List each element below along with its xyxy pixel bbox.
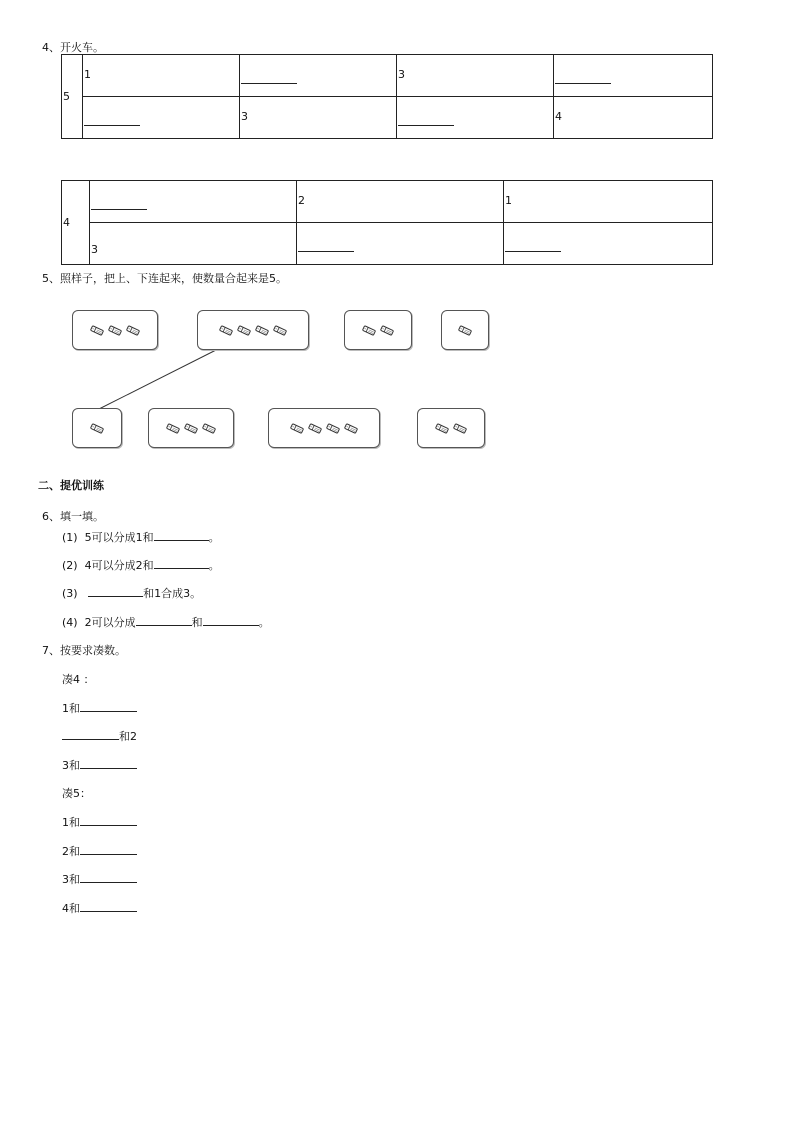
item-text: 。: [258, 616, 270, 629]
item-text: 3和: [62, 759, 80, 772]
fill-item-4: [62, 614, 270, 630]
item-text: 和2: [119, 730, 137, 743]
item-text: 。: [208, 531, 220, 544]
eraser-icon: [290, 423, 304, 433]
item-text: 。: [208, 559, 220, 572]
eraser-icon: [273, 325, 287, 335]
fill-item-3: [62, 585, 201, 601]
item-text: 5可以分成1和: [84, 531, 154, 544]
car-number: 1: [505, 194, 512, 207]
item-text: 4可以分成2和: [84, 559, 154, 572]
answer-blank[interactable]: [80, 902, 137, 912]
top-box[interactable]: [441, 310, 489, 350]
eraser-icon: [219, 325, 233, 335]
car-number: 4: [555, 110, 562, 123]
make-5-row-4: [62, 900, 137, 916]
fill-item-2: [62, 557, 220, 573]
top-box[interactable]: [344, 310, 412, 350]
make-4-row-3: [62, 757, 137, 773]
answer-blank[interactable]: [136, 616, 192, 626]
item-number: (4): [62, 616, 78, 629]
bottom-box[interactable]: [268, 408, 380, 448]
item-text: 2可以分成: [84, 616, 136, 629]
item-text: 2和: [62, 845, 80, 858]
eraser-icon: [108, 325, 122, 335]
eraser-icon: [255, 325, 269, 335]
answer-blank[interactable]: [154, 531, 209, 541]
item-text: 和1合成3。: [143, 587, 202, 600]
item-text: 3和: [62, 873, 80, 886]
connector-svg: [0, 0, 794, 460]
eraser-icon: [184, 423, 198, 433]
train-head: 5: [62, 55, 83, 139]
item-text: 1和: [62, 816, 80, 829]
matching-area: [0, 0, 794, 460]
make-4-row-2: [62, 728, 137, 744]
eraser-icon: [380, 325, 394, 335]
question-7-title: 7、按要求凑数。: [42, 644, 126, 657]
item-text: 和: [191, 616, 203, 629]
question-6-title: 6、填一填。: [42, 510, 104, 523]
eraser-icon: [237, 325, 251, 335]
eraser-icon: [308, 423, 322, 433]
eraser-icon: [453, 423, 467, 433]
answer-blank[interactable]: [80, 845, 137, 855]
answer-blank[interactable]: [80, 816, 137, 826]
eraser-icon: [126, 325, 140, 335]
make-5-row-2: [62, 843, 137, 859]
make-5-row-1: [62, 814, 137, 830]
eraser-icon: [326, 423, 340, 433]
answer-blank[interactable]: [88, 587, 143, 597]
section-title: 二、提优训练: [38, 479, 104, 492]
bottom-box[interactable]: [148, 408, 234, 448]
eraser-icon: [90, 423, 104, 433]
question-4-title: 4、开火车。: [42, 41, 104, 54]
eraser-icon: [166, 423, 180, 433]
fill-item-1: [62, 529, 220, 545]
bottom-box[interactable]: [417, 408, 485, 448]
item-text: 4和: [62, 902, 80, 915]
example-connector-line: [97, 348, 220, 410]
make-5-row-3: [62, 871, 137, 887]
answer-blank[interactable]: [203, 616, 259, 626]
car-number: 1: [84, 68, 91, 81]
make-4-label: 凑4 ：: [62, 673, 95, 686]
item-number: (2): [62, 559, 78, 572]
eraser-icon: [202, 423, 216, 433]
answer-blank[interactable]: [154, 559, 209, 569]
eraser-icon: [362, 325, 376, 335]
car-number: 3: [91, 243, 98, 256]
car-number: 3: [241, 110, 248, 123]
make-4-row-1: [62, 700, 137, 716]
eraser-icon: [344, 423, 358, 433]
car-number: 2: [298, 194, 305, 207]
item-number: (3): [62, 587, 78, 600]
answer-blank[interactable]: [80, 702, 137, 712]
answer-blank[interactable]: [62, 730, 119, 740]
car-number: 3: [398, 68, 405, 81]
answer-blank[interactable]: [80, 873, 137, 883]
eraser-icon: [435, 423, 449, 433]
eraser-icon: [90, 325, 104, 335]
top-box[interactable]: [197, 310, 309, 350]
bottom-box[interactable]: [72, 408, 122, 448]
top-box[interactable]: [72, 310, 158, 350]
eraser-icon: [458, 325, 472, 335]
answer-blank[interactable]: [80, 759, 137, 769]
question-5-title: 5、照样子，把上、下连起来，使数量合起来是5。: [42, 272, 287, 285]
item-number: (1): [62, 531, 78, 544]
item-text: 1和: [62, 702, 80, 715]
make-5-label: 凑5：: [62, 787, 91, 800]
train-head: 4: [62, 181, 90, 265]
